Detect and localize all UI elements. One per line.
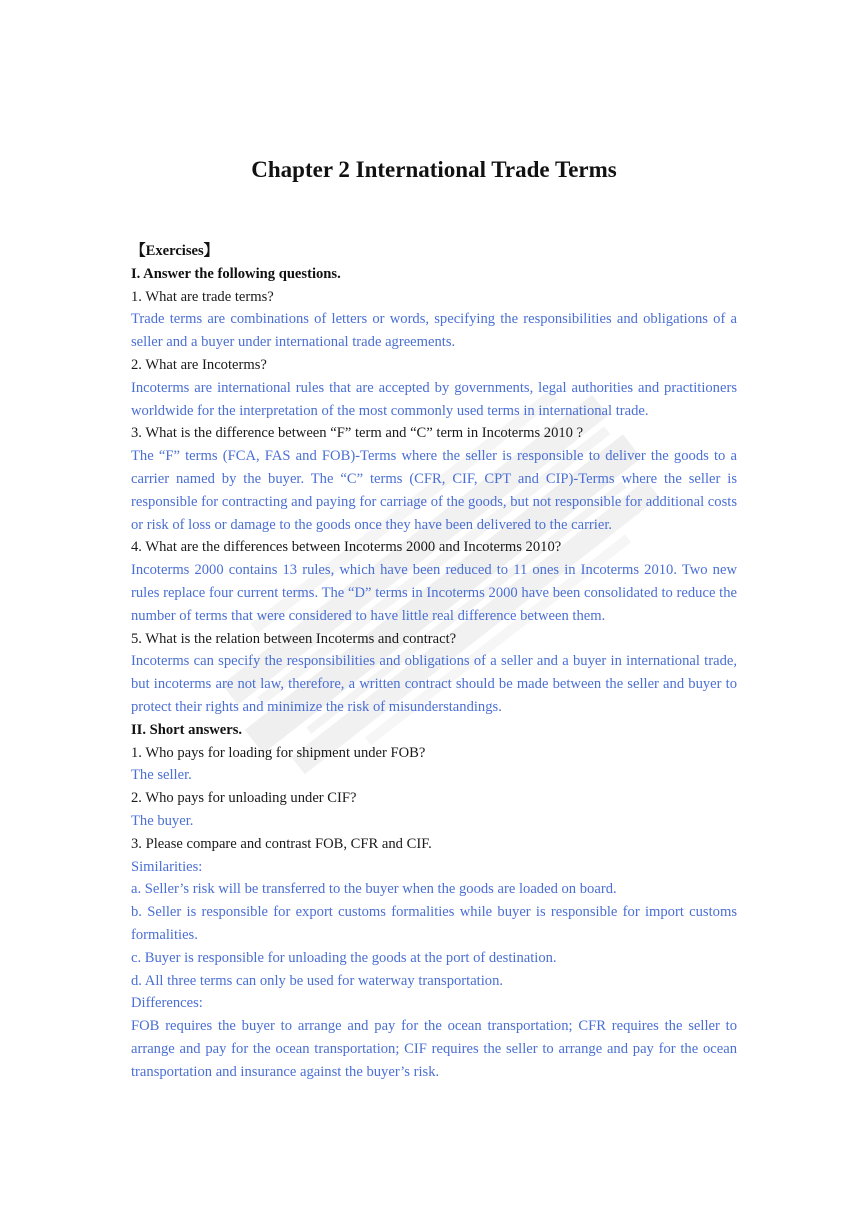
differences-text: FOB requires the buyer to arrange and pay for the ocean transportation; CFR requires the seller to arrange and pay for the ocean transportation; CIF requires the seller to arrange and pay for the ocean transportation and insurance against the buyer’s risk. [131,1018,737,1080]
similarity-b: b. Seller is responsible for export customs formalities while buyer is responsible for import customs formalities. [131,904,737,943]
similarity-c: c. Buyer is responsible for unloading the goods at the port of destination. [131,949,557,966]
answer-5: Incoterms can specify the responsibilities and obligations of a seller and a buyer in international trade, but incoterms are not law, therefore, a written contract should be made between the seller and buyer to protect their rights and minimize the risk of misunderstandings. [131,653,737,715]
answer-4: Incoterms 2000 contains 13 rules, which have been reduced to 11 ones in Incoterms 2010. Two new rules replace four current terms. The “D” terms in Incoterms 2000 have been consolidated to reduce the number of terms that were considered to have little real difference between them. [131,562,737,624]
similarity-a: a. Seller’s risk will be transferred to the buyer when the goods are loaded on board. [131,881,617,898]
question-4: 4. What are the differences between Incoterms 2000 and Incoterms 2010? [131,539,562,556]
exercise-content [131,240,737,1083]
question-1: 1. What are trade terms? [131,288,274,305]
answer-2: Incoterms are international rules that are accepted by governments, legal authorities and practitioners worldwide for the interpretation of the most commonly used terms in international trade. [131,379,737,419]
answer-1: Trade terms are combinations of letters or words, specifying the responsibilities and obligations of a seller and a buyer under international trade agreements. [131,311,737,351]
similarity-d: d. All three terms can only be used for waterway transportation. [131,972,504,989]
short-question-2: 2. Who pays for unloading under CIF? [131,790,357,807]
section-1-heading: I. Answer the following questions. [131,265,341,282]
question-5: 5. What is the relation between Incoterms and contract? [131,630,457,647]
question-2: 2. What are Incoterms? [131,356,267,373]
similarities-label: Similarities: [131,858,203,875]
page-title: Chapter 2 International Trade Terms [251,157,617,182]
short-question-1: 1. Who pays for loading for shipment under FOB? [131,744,426,761]
exercises-label: 【Exercises】 [131,243,219,259]
section-2-heading: II. Short answers. [131,721,243,738]
differences-label: Differences: [131,995,203,1012]
short-question-3: 3. Please compare and contrast FOB, CFR and CIF. [131,835,432,852]
short-answer-2: The buyer. [131,812,194,829]
short-answer-1: The seller. [131,767,192,784]
answer-3: The “F” terms (FCA, FAS and FOB)-Terms where the seller is responsible to deliver the goods to a carrier named by the buyer. The “C” terms (CFR, CIF, CPT and CIP)-Terms where the seller is responsible for contracting and paying for carriage of the goods, but not responsible for additional costs or risk of loss or damage to the goods once they have been delivered to the carrier. [131,448,737,533]
question-3: 3. What is the difference between “F” term and “C” term in Incoterms 2010 ? [131,425,584,442]
